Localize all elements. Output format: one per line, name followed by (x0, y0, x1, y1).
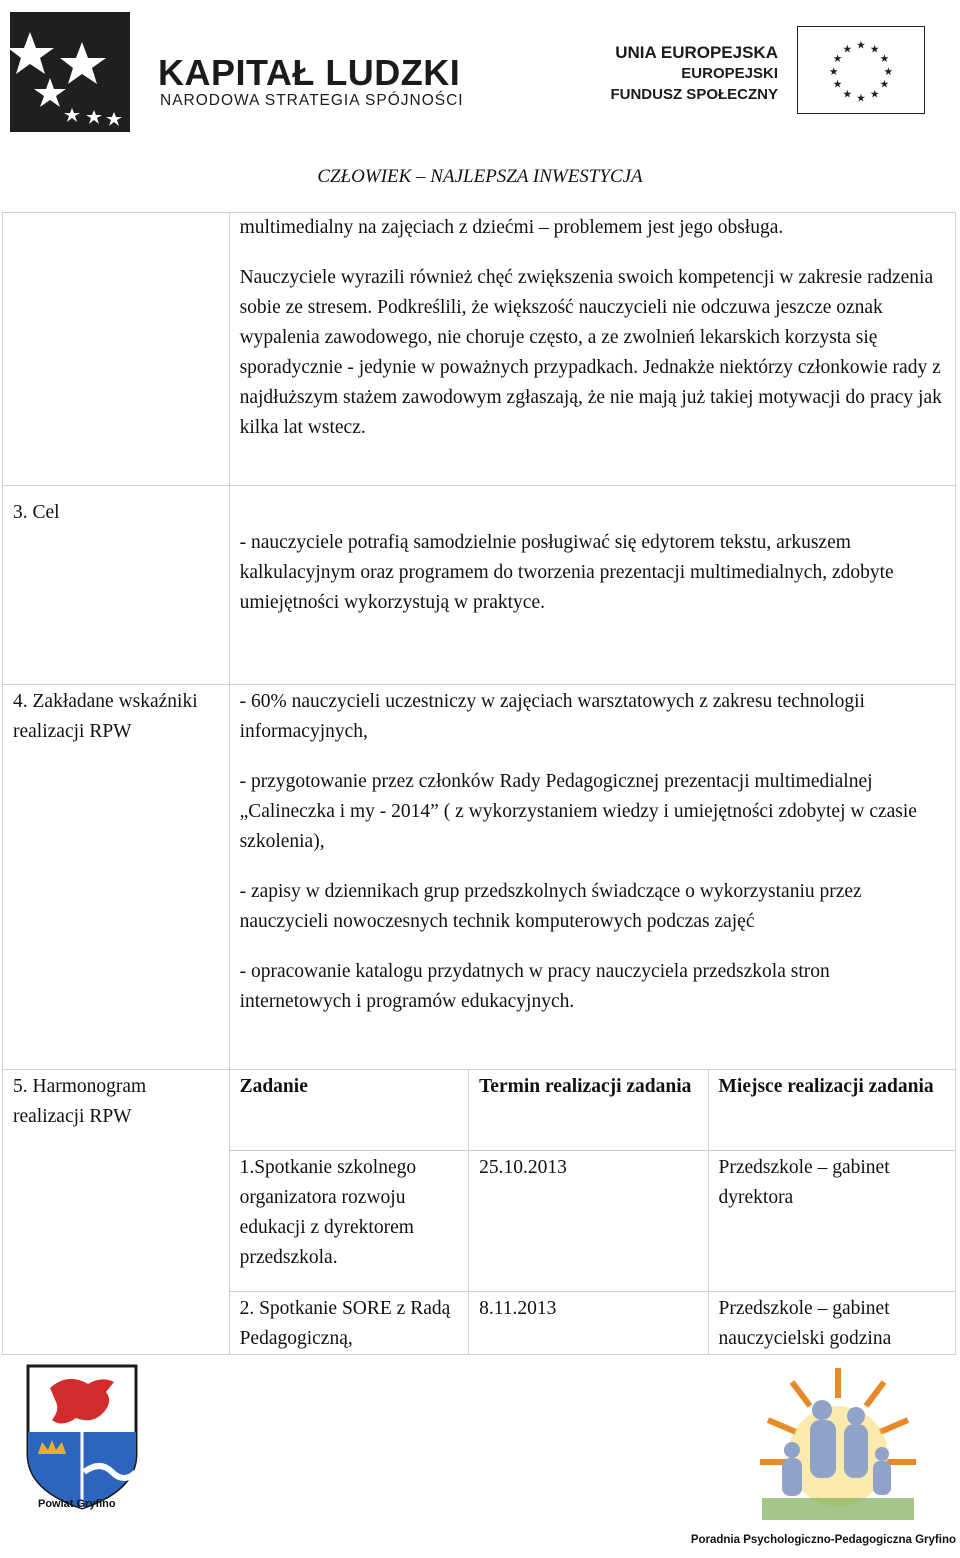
table-row-cel (3, 486, 956, 685)
task-cell: 2. Spotkanie SORE z Radą Pedagogiczną, (229, 1292, 469, 1355)
svg-text:★: ★ (869, 42, 880, 56)
svg-text:★: ★ (883, 64, 894, 78)
table-row-harmonogram-header (3, 1070, 956, 1151)
crest-caption: Powiat Gryfino (38, 1498, 116, 1510)
eu-line-3: FUNDUSZ SPOŁECZNY (610, 86, 778, 103)
powiat-gryfino-crest-icon (22, 1362, 142, 1520)
label-cel: 3. Cel (3, 486, 230, 685)
svg-text:★: ★ (832, 52, 843, 66)
indicator-item: - 60% nauczycieli uczestniczy w zajęciach warsztatowych z zakresu technologii informacyjnych, (239, 691, 865, 742)
svg-text:★: ★ (879, 52, 890, 66)
svg-text:★: ★ (832, 77, 843, 91)
content-cel (229, 486, 955, 685)
eu-label (610, 42, 778, 105)
table-row-wskazniki (3, 685, 956, 1070)
header-zadanie: Zadanie (229, 1070, 469, 1151)
svg-text:★: ★ (828, 64, 839, 78)
table-row-previous (3, 213, 956, 486)
header-miejsce: Miejsce realizacji zadania (708, 1070, 956, 1151)
date-cell: 25.10.2013 (469, 1151, 708, 1292)
paragraph-stress: Nauczyciele wyrazili również chęć zwiększenia swoich kompetencji w zakresie radzenia sobie ze stresem. Podkreślili, że większość nauczycieli nie odczuwa jeszcze oznak wypalenia zawodowego, nie choruje często, a ze zwolnień lekarskich korzysta się sporadycznie - jedynie w poważnych przypadkach. Jednakże niektórzy członkowie rady z najdłuższym stażem zawodowym zgłaszają, że nie mają już takiej motywacji do pracy jak kilka lat wstecz. (239, 267, 942, 438)
indicator-item: - zapisy w dziennikach grup przedszkolnych świadczące o wykorzystaniu przez nauczycieli nowoczesnych technik komputerowych podczas zajęć (239, 881, 862, 932)
eu-flag-icon (797, 26, 925, 114)
content-wskazniki (229, 685, 955, 1070)
motto: CZŁOWIEK – NAJLEPSZA INWESTYCJA (317, 166, 643, 187)
indicator-item: - przygotowanie przez członków Rady Pedagogicznej prezentacji multimedialnej „Calineczka i my - 2014” ( z wykorzystaniem wiedzy i umiejętności zdobytej w czasie szkolenia), (239, 771, 917, 852)
kapital-ludzki-stars-icon (10, 12, 130, 132)
place-cell: Przedszkole – gabinet dyrektora (708, 1151, 956, 1292)
label-wskazniki: 4. Zakładane wskaźniki realizacji RPW (3, 685, 230, 1070)
svg-text:★: ★ (869, 87, 880, 101)
date-cell: 8.11.2013 (469, 1292, 708, 1355)
brand-subtitle: NARODOWA STRATEGIA SPÓJNOŚCI (160, 92, 464, 109)
header-termin: Termin realizacji zadania (469, 1070, 708, 1151)
label-cell-empty (3, 213, 230, 486)
paragraph-multimedia: multimedialny na zajęciach z dziećmi – problemem jest jego obsługa. (239, 217, 784, 238)
rpw-table (2, 212, 956, 1355)
institution-name: Poradnia Psychologiczno-Pedagogiczna Gryfino (690, 1534, 956, 1546)
task-cell: 1.Spotkanie szkolnego organizatora rozwoju edukacji z dyrektorem przedszkola. (229, 1151, 469, 1292)
cel-text: - nauczyciele potrafią samodzielnie posługiwać się edytorem tekstu, arkuszem kalkulacyjnym oraz programem do tworzenia prezentacji multimedialnych, zdobyte umiejętności wykorzystują w praktyce. (239, 532, 894, 613)
content-cell-previous (229, 213, 955, 486)
brand-title: KAPITAŁ LUDZKI (158, 52, 461, 93)
svg-text:★: ★ (856, 38, 866, 52)
family-sun-logo-icon (752, 1358, 924, 1528)
place-cell: Przedszkole – gabinet nauczycielski godzina (708, 1292, 956, 1355)
svg-text:★: ★ (842, 42, 853, 56)
label-harmonogram: 5. Harmonogram realizacji RPW (3, 1070, 230, 1355)
page-header (0, 0, 960, 200)
svg-text:★: ★ (842, 87, 853, 101)
svg-text:★: ★ (879, 77, 890, 91)
eu-line-2: EUROPEJSKI (681, 65, 778, 82)
eu-line-1: UNIA EUROPEJSKA (615, 43, 778, 62)
svg-text:★: ★ (856, 91, 866, 105)
indicator-item: - opracowanie katalogu przydatnych w pracy nauczyciela przedszkola stron internetowych i programów edukacyjnych. (239, 961, 830, 1012)
